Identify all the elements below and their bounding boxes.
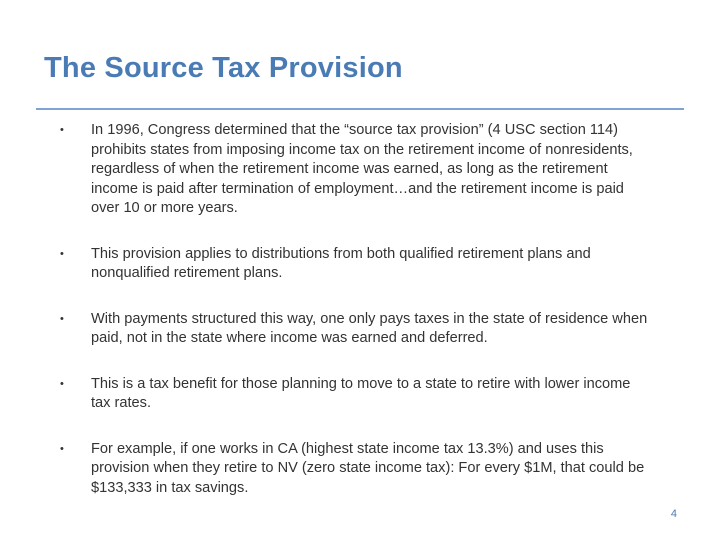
bullet-item xyxy=(60,375,650,414)
bullet-icon: • xyxy=(60,312,64,325)
bullet-text: For example, if one works in CA (highest state income tax 13.3%) and uses this provision when they retire to NV (zero state income tax): For every $1M, that could be $133,333 in tax savings. xyxy=(91,440,645,496)
bullet-text: In 1996, Congress determined that the “source tax provision” (4 USC section 114) prohibits states from imposing income tax on the retirement income of nonresidents, regardless of when the retirement income was earned, as long as the retirement income is paid after termination of employment…and the retirement income is paid over 10 or more years. xyxy=(91,122,633,216)
bullet-item xyxy=(60,440,650,499)
bullet-icon: • xyxy=(60,377,64,390)
bullet-text: With payments structured this way, one only pays taxes in the state of residence when paid, not in the state where income was earned and deferred. xyxy=(91,310,648,346)
title-divider xyxy=(36,108,684,110)
slide-title: The Source Tax Provision xyxy=(44,52,403,84)
bullet-list xyxy=(60,121,650,498)
bullet-text: This provision applies to distributions from both qualified retirement plans and nonqualified retirement plans. xyxy=(91,245,591,281)
bullet-item xyxy=(60,310,650,349)
bullet-item xyxy=(60,245,650,284)
page-number: 4 xyxy=(670,508,677,520)
bullet-item xyxy=(60,121,650,219)
bullet-text: This is a tax benefit for those planning to move to a state to retire with lower income tax rates. xyxy=(91,375,631,411)
bullet-icon: • xyxy=(60,124,64,136)
bullet-icon: • xyxy=(60,442,64,455)
bullet-icon: • xyxy=(60,247,64,260)
